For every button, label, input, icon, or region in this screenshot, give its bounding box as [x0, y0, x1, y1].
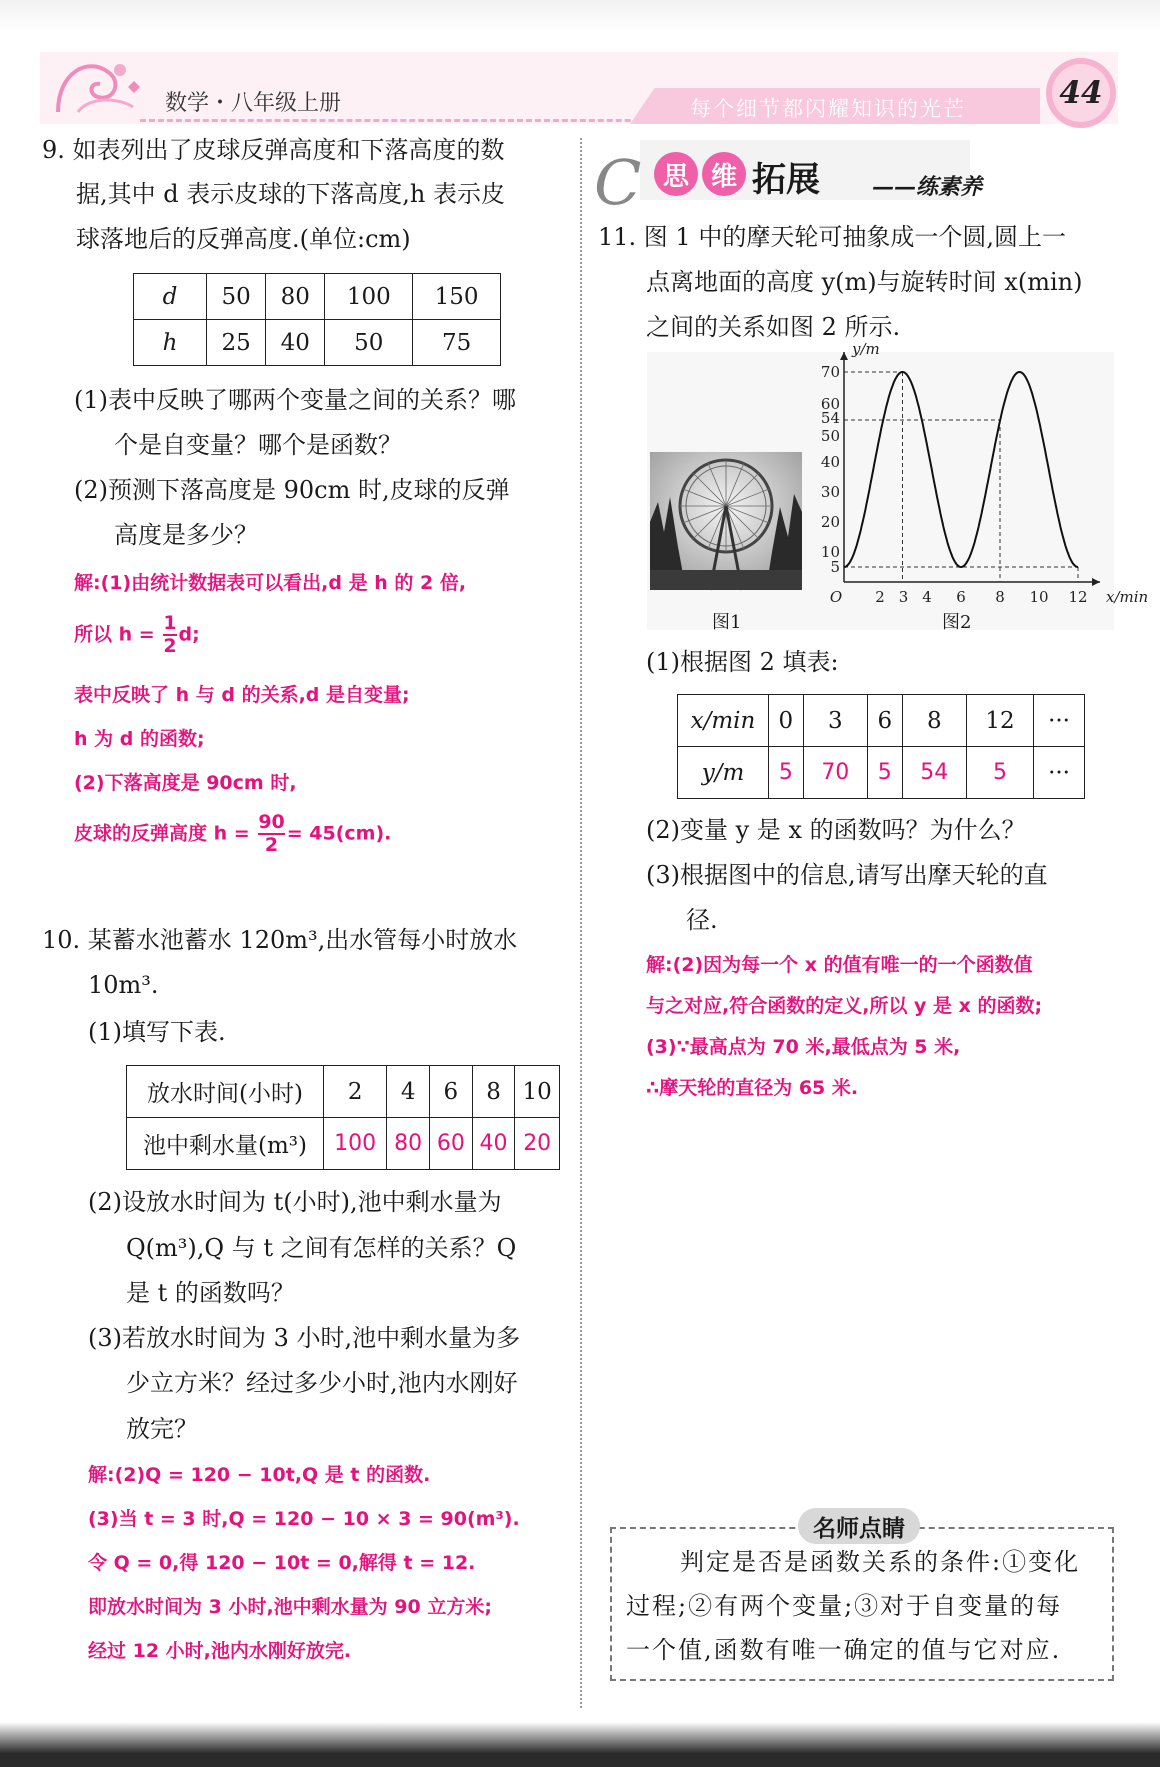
q11-line-3: 之间的关系如图 2 所示.	[646, 313, 901, 341]
q11-solution-line: 与之对应,符合函数的定义,所以 y 是 x 的函数;	[646, 995, 1043, 1017]
x-tick-label: 3	[898, 588, 909, 606]
q10-solution-line: 解:(2)Q = 120 − 10t,Q 是 t 的函数.	[88, 1464, 431, 1486]
q10-sub1: (1)填写下表.	[88, 1018, 226, 1046]
y-tick-label: 40	[820, 453, 840, 471]
ferris-wheel-photo	[650, 452, 802, 590]
q11-header-y: y/m	[678, 747, 769, 799]
q11-sub1: (1)根据图 2 填表:	[646, 648, 839, 676]
q9-line-1: 9. 如表列出了皮球反弹高度和下落高度的数	[42, 136, 505, 164]
header-slogan: 每个细节都闪耀知识的光芒	[690, 97, 966, 121]
figure-1-caption: 图1	[712, 612, 742, 633]
q10-sub3-line-2: 少立方米？经过多少小时,池内水刚好	[126, 1369, 518, 1397]
y-tick-label: 50	[820, 427, 840, 445]
q11-cell: 0	[769, 695, 804, 747]
q11-answer-cell: 5	[966, 747, 1033, 799]
q10-solution-line: 经过 12 小时,池内水刚好放完.	[88, 1640, 352, 1662]
q9-solution-line-3: 表中反映了 h 与 d 的关系,d 是自变量;	[74, 684, 410, 706]
q11-cell: 8	[902, 695, 966, 747]
q11-header-x: x/min	[678, 695, 769, 747]
q10-solution-line: 即放水时间为 3 小时,池中剩水量为 90 立方米;	[88, 1596, 492, 1618]
q10-cell: 10	[515, 1066, 560, 1118]
q10-answer-cell: 80	[387, 1118, 430, 1170]
y-axis-label: y/m	[852, 340, 880, 358]
q9-solution-line-2: 所以 h = $\frac{1}{2}$ d;	[74, 612, 200, 657]
q10-solution-line: 令 Q = 0,得 120 − 10t = 0,解得 t = 12.	[88, 1552, 476, 1574]
q10-line-1: 10. 某蓄水池蓄水 120m³,出水管每小时放水	[42, 926, 518, 954]
y-tick-label: 20	[820, 513, 840, 531]
page-number: 44	[1052, 64, 1110, 122]
x-tick-label: 2	[875, 588, 885, 606]
q9-sub1-line-1: (1)表中反映了哪两个变量之间的关系？哪	[74, 386, 516, 414]
x-tick-label: 4	[922, 588, 932, 606]
q9-sub1-line-2: 个是自变量？哪个是函数？	[114, 431, 402, 459]
origin-label: O	[829, 588, 843, 606]
q10-table	[126, 1065, 560, 1170]
q9-cell: 40	[266, 320, 325, 366]
q9-cell: 50	[325, 320, 413, 366]
tip-line-3: 一个值,函数有唯一确定的值与它对应.	[626, 1636, 1062, 1664]
q9-solution-line-5: (2)下落高度是 90cm 时,	[74, 772, 297, 794]
q11-sub3-line-1: (3)根据图中的信息,请写出摩天轮的直	[646, 861, 1048, 889]
q10-solution-line: (3)当 t = 3 时,Q = 120 − 10 × 3 = 90(m³).	[88, 1508, 520, 1530]
x-axis-label: x/min	[1106, 588, 1149, 606]
q9-cell: 80	[266, 274, 325, 320]
figure-2-caption: 图2	[942, 612, 972, 633]
y-tick-label: 5	[830, 558, 840, 576]
q11-line-1: 11. 图 1 中的摩天轮可抽象成一个圆,圆上一	[598, 223, 1066, 251]
section-title: 拓展	[752, 160, 820, 200]
section-bubble-2: 维	[702, 152, 746, 196]
q9-cell: 50	[207, 274, 266, 320]
q9-table	[133, 273, 501, 366]
q11-answer-cell: 54	[902, 747, 966, 799]
q10-answer-cell: 40	[472, 1118, 515, 1170]
section-subtitle: ——练素养	[872, 174, 983, 200]
q11-sub3-line-2: 径.	[686, 906, 718, 934]
q10-sub3-line-3: 放完？	[126, 1415, 198, 1443]
q10-answer-cell: 100	[324, 1118, 387, 1170]
bottom-shadow-band	[0, 1722, 1160, 1767]
q9-solution-line-6: 皮球的反弹高度 h = $\frac{90}{2}$ = 45(cm).	[74, 811, 392, 856]
q10-cell: 4	[387, 1066, 430, 1118]
q11-cell: ···	[1034, 695, 1085, 747]
q10-answer-cell: 20	[515, 1118, 560, 1170]
tip-line-2: 过程;②有两个变量;③对于自变量的每	[626, 1592, 1063, 1620]
q10-cell: 6	[430, 1066, 473, 1118]
q11-cell: ···	[1034, 747, 1085, 799]
q9-sub2-line-1: (2)预测下落高度是 90cm 时,皮球的反弹	[74, 476, 510, 504]
q11-sub2: (2)变量 y 是 x 的函数吗？为什么？	[646, 816, 1026, 844]
q10-cell: 8	[472, 1066, 515, 1118]
q9-cell: 75	[413, 320, 501, 366]
x-tick-label: 8	[995, 588, 1005, 606]
x-tick-label: 12	[1068, 588, 1088, 606]
header-subject: 数学・八年级上册	[165, 91, 342, 116]
q10-sub2-line-2: Q(m³),Q 与 t 之间有怎样的关系？Q	[126, 1234, 517, 1262]
q10-cell: 2	[324, 1066, 387, 1118]
y-tick-label: 70	[820, 363, 840, 381]
q10-sub3-line-1: (3)若放水时间为 3 小时,池中剩水量为多	[88, 1324, 521, 1352]
y-tick-label: 30	[820, 483, 840, 501]
x-tick-label: 6	[956, 588, 966, 606]
q11-cell: 3	[803, 695, 867, 747]
y-axis-arrow	[840, 352, 848, 360]
x-axis-arrow	[1092, 578, 1100, 586]
q11-answer-cell: 5	[867, 747, 902, 799]
q11-answer-cell: 70	[803, 747, 867, 799]
q9-cell: d	[134, 274, 207, 320]
q10-sub2-line-1: (2)设放水时间为 t(小时),池中剩水量为	[88, 1188, 502, 1216]
q9-cell: 25	[207, 320, 266, 366]
q11-cell: 6	[867, 695, 902, 747]
x-tick-label: 10	[1029, 588, 1049, 606]
q10-answer-cell: 60	[430, 1118, 473, 1170]
q11-cell: 12	[966, 695, 1033, 747]
section-bubble-1: 思	[654, 152, 698, 196]
q10-header-time: 放水时间(小时)	[127, 1066, 324, 1118]
y-tick-label: 54	[820, 409, 840, 427]
q9-cell: 100	[325, 274, 413, 320]
flourish-ornament-icon	[48, 52, 148, 122]
q11-solution-line: 解:(2)因为每一个 x 的值有唯一的一个函数值	[646, 954, 1033, 976]
height-curve	[844, 372, 1078, 567]
q10-line-2: 10m³.	[88, 971, 159, 999]
tip-title: 名师点睛	[798, 1508, 920, 1544]
q9-line-3: 球落地后的反弹高度.(单位:cm)	[76, 225, 411, 253]
q9-solution-line-4: h 为 d 的函数;	[74, 728, 205, 750]
q9-cell: 150	[413, 274, 501, 320]
q9-line-2: 据,其中 d 表示皮球的下落高度,h 表示皮	[76, 180, 505, 208]
column-divider	[580, 138, 582, 1708]
q11-table	[677, 694, 1085, 799]
q11-solution-line: (3)∵最高点为 70 米,最低点为 5 米,	[646, 1036, 961, 1058]
y-tick-label: 60	[820, 395, 840, 413]
height-time-chart	[810, 340, 1149, 617]
q9-solution-line-1: 解:(1)由统计数据表可以看出,d 是 h 的 2 倍,	[74, 572, 467, 594]
top-shadow-band	[0, 0, 1160, 32]
page-number-badge	[1046, 58, 1116, 128]
q10-sub2-line-3: 是 t 的函数吗？	[126, 1279, 295, 1307]
q9-cell: h	[134, 320, 207, 366]
q9-sub2-line-2: 高度是多少？	[114, 521, 258, 549]
q11-answer-cell: 5	[769, 747, 804, 799]
q11-solution-line: ∴摩天轮的直径为 65 米.	[646, 1077, 859, 1099]
q11-line-2: 点离地面的高度 y(m)与旋转时间 x(min)	[646, 268, 1083, 296]
q10-header-water: 池中剩水量(m³)	[127, 1118, 324, 1170]
tip-line-1: 判定是否是函数关系的条件:①变化	[680, 1548, 1081, 1576]
section-letter: C	[594, 146, 642, 219]
y-tick-label: 10	[820, 543, 840, 561]
